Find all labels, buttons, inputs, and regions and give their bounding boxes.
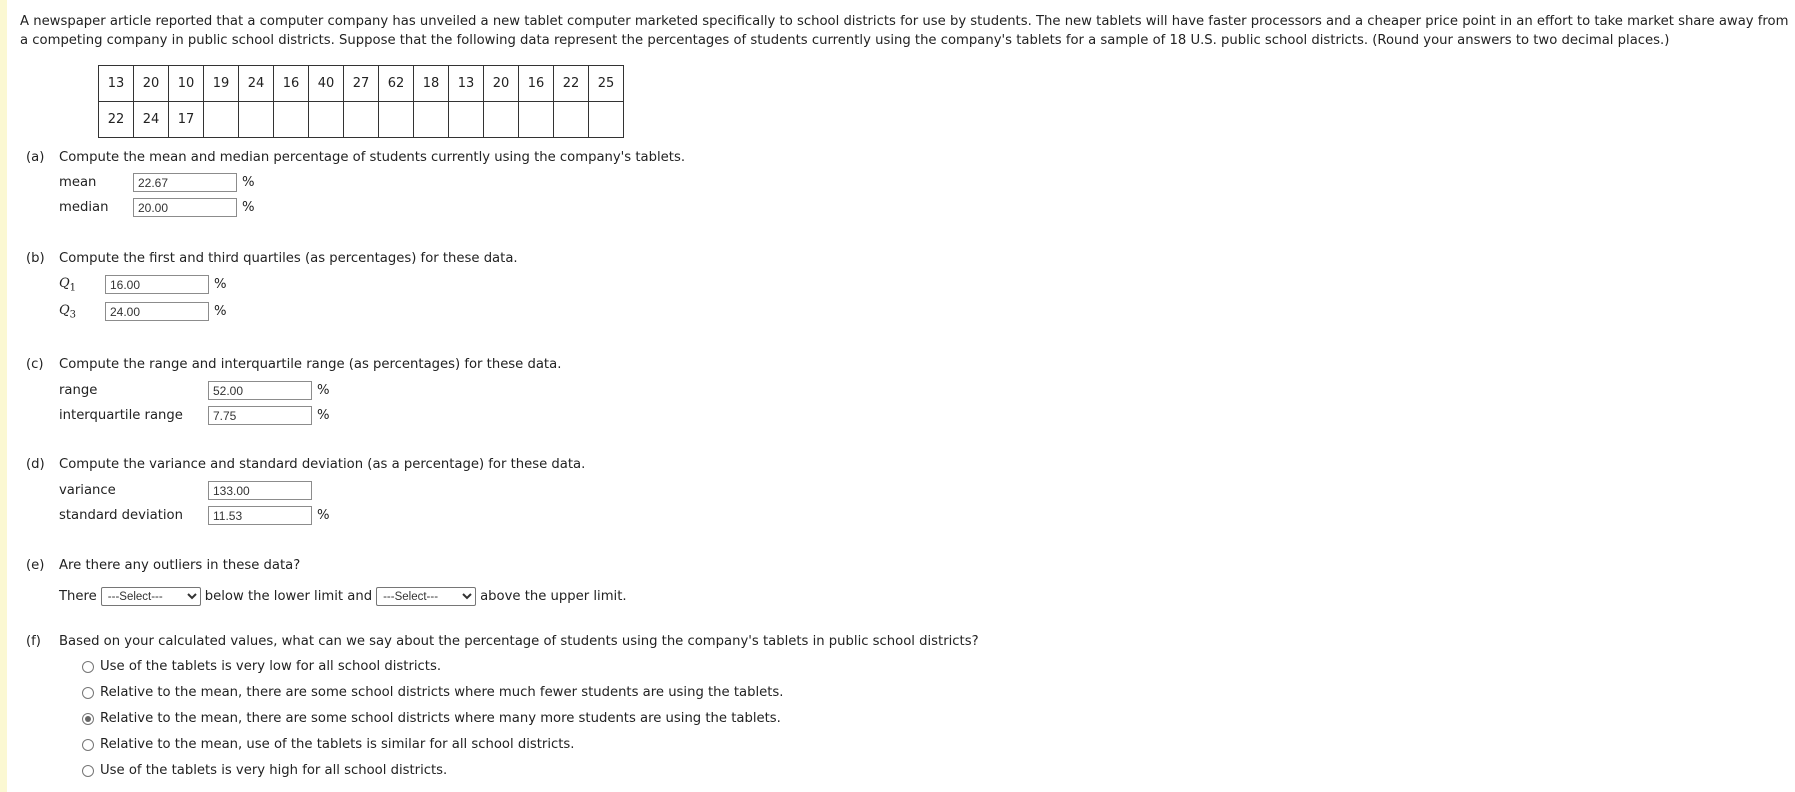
range-unit: % — [317, 383, 330, 398]
q3-label: $Q_3$ — [59, 302, 77, 321]
radio-button[interactable] — [82, 687, 94, 699]
outlier-sentence — [59, 587, 627, 606]
part-f-question: (f) Based on your calculated values, what can we say about the percentage of students using the company's tablets in public school districts? — [26, 634, 979, 649]
option-label: Use of the tablets is very low for all school districts. — [100, 659, 442, 674]
option-label: Use of the tablets is very high for all school districts. — [100, 763, 448, 778]
variance-input[interactable] — [208, 481, 312, 500]
mean-label: mean — [59, 175, 97, 190]
iqr-label: interquartile range — [59, 408, 183, 423]
q1-label: $Q_1$ — [59, 275, 77, 294]
range-input[interactable] — [208, 381, 312, 400]
median-label: median — [59, 200, 109, 215]
median-input[interactable] — [133, 198, 237, 217]
table-cell: 16 — [519, 66, 554, 102]
q3-input[interactable] — [105, 302, 209, 321]
table-cell: 20 — [134, 66, 169, 102]
radio-button[interactable] — [82, 739, 94, 751]
part-e-question: (e) Are there any outliers in these data? — [26, 558, 301, 573]
table-cell — [589, 102, 624, 138]
table-cell — [309, 102, 344, 138]
table-cell — [519, 102, 554, 138]
option-row[interactable] — [82, 685, 783, 700]
table-cell: 10 — [169, 66, 204, 102]
part-c-question: (c) Compute the range and interquartile range (as percentages) for these data. — [26, 357, 562, 372]
option-row[interactable] — [82, 763, 447, 778]
q3-row — [59, 302, 227, 321]
range-label: range — [59, 383, 98, 398]
sd-unit: % — [317, 508, 330, 523]
option-label: Relative to the mean, there are some school districts where much fewer students are using the tablets. — [100, 685, 784, 700]
table-cell: 62 — [379, 66, 414, 102]
iqr-unit: % — [317, 408, 330, 423]
table-cell: 13 — [99, 66, 134, 102]
sd-input[interactable] — [208, 506, 312, 525]
outlier-text-there: There — [59, 589, 97, 604]
option-label: Relative to the mean, use of the tablets is similar for all school districts. — [100, 737, 575, 752]
table-cell: 20 — [484, 66, 519, 102]
table-cell: 13 — [449, 66, 484, 102]
q3-unit: % — [214, 304, 227, 319]
iqr-row — [59, 406, 330, 425]
table-cell — [449, 102, 484, 138]
radio-button[interactable] — [82, 661, 94, 673]
outlier-text-middle: below the lower limit and — [204, 589, 373, 604]
variance-label: variance — [59, 483, 116, 498]
part-b-question: (b) Compute the first and third quartiles (as percentages) for these data. — [26, 251, 518, 266]
table-cell: 22 — [99, 102, 134, 138]
table-cell — [274, 102, 309, 138]
sd-label: standard deviation — [59, 508, 183, 523]
sd-row — [59, 506, 330, 525]
table-cell: 18 — [414, 66, 449, 102]
table-cell — [239, 102, 274, 138]
lower-outlier-select[interactable] — [101, 587, 201, 606]
table-cell: 40 — [309, 66, 344, 102]
option-row[interactable] — [82, 737, 575, 752]
median-row — [59, 198, 255, 217]
table-cell: 22 — [554, 66, 589, 102]
option-row[interactable] — [82, 711, 781, 726]
table-cell: 19 — [204, 66, 239, 102]
radio-button[interactable] — [82, 765, 94, 777]
mean-row — [59, 173, 255, 192]
option-label: Relative to the mean, there are some school districts where many more students are using the tablets. — [100, 711, 781, 726]
q1-unit: % — [214, 277, 227, 292]
table-cell — [379, 102, 414, 138]
table-cell — [484, 102, 519, 138]
outlier-text-end: above the upper limit. — [480, 589, 627, 604]
table-cell — [414, 102, 449, 138]
part-d-question: (d) Compute the variance and standard deviation (as a percentage) for these data. — [26, 457, 586, 472]
range-row — [59, 381, 330, 400]
median-unit: % — [242, 200, 255, 215]
q1-input[interactable] — [105, 275, 209, 294]
table-cell — [344, 102, 379, 138]
mean-unit: % — [242, 175, 255, 190]
table-cell: 24 — [239, 66, 274, 102]
table-cell: 24 — [134, 102, 169, 138]
table-cell — [204, 102, 239, 138]
table-cell — [554, 102, 589, 138]
q1-row — [59, 275, 227, 294]
table-cell: 25 — [589, 66, 624, 102]
data-table — [98, 65, 624, 138]
iqr-input[interactable] — [208, 406, 312, 425]
table-row — [99, 66, 624, 102]
option-row[interactable] — [82, 659, 441, 674]
radio-button-selected[interactable] — [82, 713, 94, 725]
upper-outlier-select[interactable] — [376, 587, 476, 606]
variance-row — [59, 481, 312, 500]
table-cell: 17 — [169, 102, 204, 138]
intro-text: A newspaper article reported that a computer company has unveiled a new tablet computer marketed specifically to school districts for use by students. The new tablets will have faster processors and a cheaper price point in an effort to take market share away from a competing company in public school districts. Suppose that the following data represent the percentages of students currently using the company's tablets for a sample of 18 U.S. public school districts. (Round your answers to two decimal places.) — [20, 14, 1789, 48]
part-a-question: (a) Compute the mean and median percentage of students currently using the company's tablets. — [26, 150, 686, 165]
mean-input[interactable] — [133, 173, 237, 192]
table-cell: 27 — [344, 66, 379, 102]
table-row — [99, 102, 624, 138]
table-cell: 16 — [274, 66, 309, 102]
